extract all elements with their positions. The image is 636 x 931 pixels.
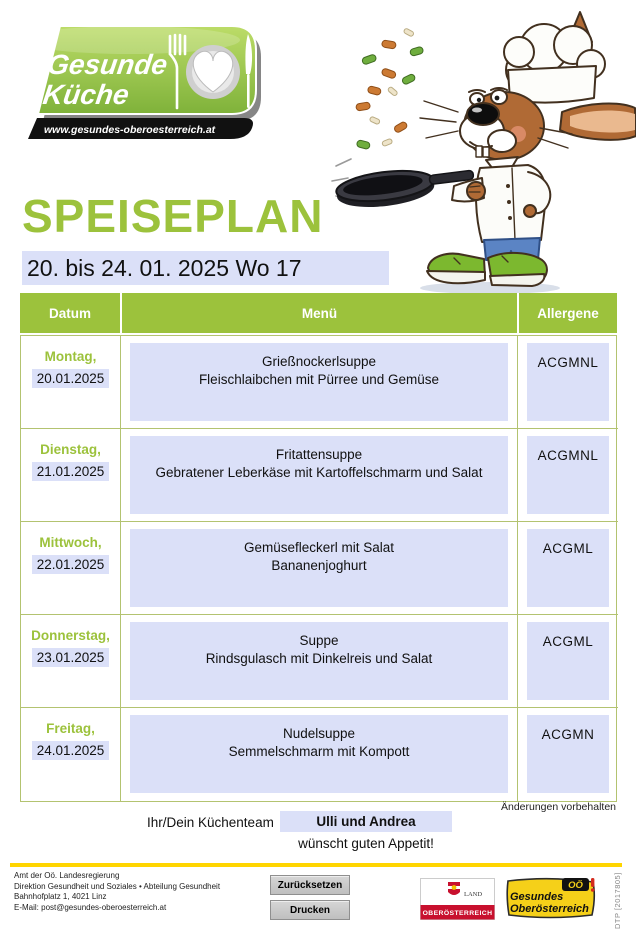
reset-button[interactable]: Zurücksetzen [270,875,350,895]
land-region-label: OBERÖSTERREICH [422,910,493,917]
menu-field[interactable] [130,436,508,514]
table-row-thursday-menu [121,615,518,708]
menu-line: Fritattensuppe [275,447,363,462]
menu-field[interactable] [130,715,508,793]
day-label: Donnerstag, [31,628,110,643]
table-row-wednesday-date [21,522,121,615]
menu-line: Bananenjoghurt [271,558,367,573]
menu-line: Gemüsefleckerl mit Salat [243,540,395,555]
logo-name-line1: Gesunde [45,49,170,80]
allergen-field[interactable]: ACGMNL [527,343,609,421]
table-row-thursday-allergens [518,615,618,708]
logo-name-line2: Küche [41,79,131,110]
office-address [14,871,220,913]
date-field[interactable]: 21.01.2025 [32,462,110,481]
document-code: DTP [2017805] [613,872,622,929]
allergen-field[interactable]: ACGMNL [527,436,609,514]
kitchen-team-label: Ihr/Dein Küchenteam [147,815,274,830]
table-row-thursday-date [21,615,121,708]
land-label: LAND [464,891,483,898]
allergen-field[interactable]: ACGML [527,622,609,700]
land-oberoesterreich-logo [420,878,495,920]
header-menu: Menü [120,293,517,333]
table-row-friday-allergens [518,708,618,801]
rabbit-chef [420,12,636,294]
kitchen-team-field[interactable]: Ulli und Andrea [280,811,452,832]
address-line: E-Mail: post@gesundes-oberoesterreich.at [14,902,167,912]
table-row-monday-menu [121,336,518,429]
menu-table [20,293,617,802]
table-row-tuesday-date [21,429,121,522]
page-title: SPEISEPLAN [22,190,324,242]
day-label: Mittwoch, [39,535,102,550]
form-buttons [270,875,350,920]
menu-line: Semmelschmarm mit Kompott [228,744,410,759]
gesundes-line2: Oberösterreich [510,903,589,915]
day-label: Freitag, [46,721,95,736]
yellow-divider [10,863,622,867]
table-row-monday-allergens [518,336,618,429]
changes-note: Änderungen vorbehalten [500,801,616,813]
menu-line: Gebratener Leberkäse mit Kartoffelschmarm und Salat [155,465,483,480]
heart-plate-icon [186,45,240,99]
table-row-tuesday-allergens [518,429,618,522]
header-allergens: Allergene [517,293,617,333]
table-row-monday-date [21,336,121,429]
date-field[interactable]: 22.01.2025 [32,555,110,574]
week-range-field[interactable]: 20. bis 24. 01. 2025 Wo 17 [22,251,389,285]
logo-website: www.gesundes-oberoesterreich.at [44,124,216,136]
menu-line: Fleischlaibchen mit Pürree und Gemüse [198,372,440,387]
address-line: Amt der Oö. Landesregierung [14,871,120,880]
table-row-wednesday-allergens [518,522,618,615]
coat-of-arms-icon [448,882,460,895]
allergen-field[interactable]: ACGMN [527,715,609,793]
address-line: Direktion Gesundheit und Soziales • Abteilung Gesundheit [14,881,221,891]
ooe-badge-label: OÖ [568,880,583,891]
menu-field[interactable] [130,343,508,421]
day-label: Montag, [44,349,97,364]
menu-line: Grießnockerlsuppe [261,354,377,369]
table-header-row [20,293,617,333]
menu-line: Rindsgulasch mit Dinkelreis und Salat [205,651,433,666]
address-line: Bahnhofplatz 1, 4021 Linz [14,892,107,901]
header-date: Datum [48,305,91,321]
gesundes-line1: Gesundes [510,891,564,903]
menu-line: Nudelsuppe [282,726,356,741]
print-button[interactable]: Drucken [270,900,350,920]
day-label: Dienstag, [40,442,101,457]
date-field[interactable]: 24.01.2025 [32,741,110,760]
table-row-friday-menu [121,708,518,801]
falling-vegetables-icon [356,28,424,150]
menu-field[interactable] [130,529,508,607]
gesundes-oberoesterreich-logo [502,875,598,920]
table-row-wednesday-menu [121,522,518,615]
table-row-friday-date [21,708,121,801]
date-field[interactable]: 20.01.2025 [32,369,110,388]
closing-text: wünscht guten Appetit! [298,836,434,851]
menu-line: Suppe [299,633,339,648]
date-field[interactable]: 23.01.2025 [32,648,110,667]
menu-field[interactable] [130,622,508,700]
table-row-tuesday-menu [121,429,518,522]
allergen-field[interactable]: ACGML [527,529,609,607]
gesunde-kueche-logo [10,18,262,144]
